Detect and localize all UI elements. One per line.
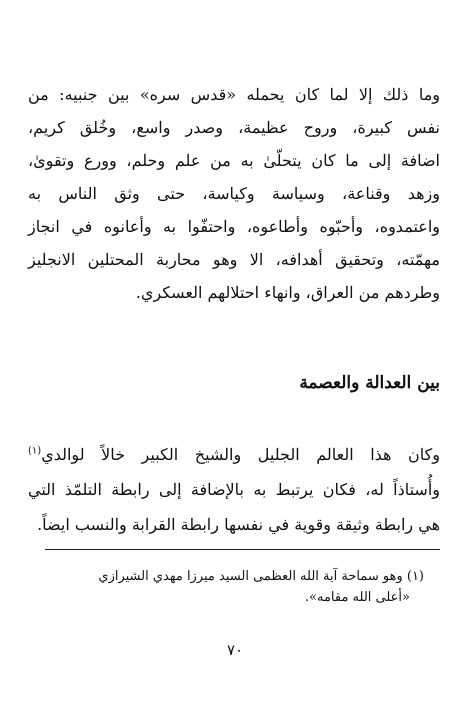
paragraph-line: وطردهم من العراق، وانهاء احتلالهم العسكري. (135, 283, 440, 302)
paragraph-line: نفس كبيرة، وروح عظيمة، وصدر واسع، وخُلق كريم، (28, 118, 440, 137)
paragraph-intro (28, 78, 440, 309)
paragraph-line-text: وكان هذا العالم الجليل والشيخ الكبير خالاً لوالدي (41, 445, 440, 464)
paragraph-line: وأُستاذاً له، فكان يرتبط به بالإضافة إلى رابطة التلمّذ التي (28, 480, 440, 499)
paragraph-line: مهمّته، وتحقيق أهدافه، الا وهو محاربة المحتلين الانجليز (28, 250, 440, 269)
footnote-line: «أعلى الله مقامه». (304, 590, 410, 605)
paragraph-line: هي رابطة وثيقة وقوية في نفسها رابطة القرابة والنسب ايضاً. (37, 515, 440, 534)
page-number: ٧٠ (226, 641, 244, 659)
footnote-line: (١) وهو سماحة آية الله العظمى السيد ميرزا مهدي الشيرازي (98, 569, 424, 584)
footnote (44, 566, 424, 608)
footnote-reference[interactable]: (١) (28, 445, 42, 457)
paragraph-section (28, 437, 440, 542)
section-heading: بين العدالة والعصمة (299, 373, 440, 393)
paragraph-line: واعتمدوه، وأحبّوه وأطاعوه، واحتفّوا به وأعانوه في انجاز (28, 217, 440, 236)
paragraph-line: وزهد وقناعة، وسياسة وكياسة، حتى وثق الناس به (28, 184, 440, 203)
paragraph-line: وما ذلك إلا لما كان يحمله «قدس سره» بين جنبيه: من (28, 85, 440, 104)
footnote-separator (45, 549, 440, 550)
paragraph-line: اضافة إلى ما كان يتحلّىٰ به من علم وحلم، وورع وتقوىٰ، (28, 151, 440, 170)
paragraph-line (28, 437, 440, 472)
